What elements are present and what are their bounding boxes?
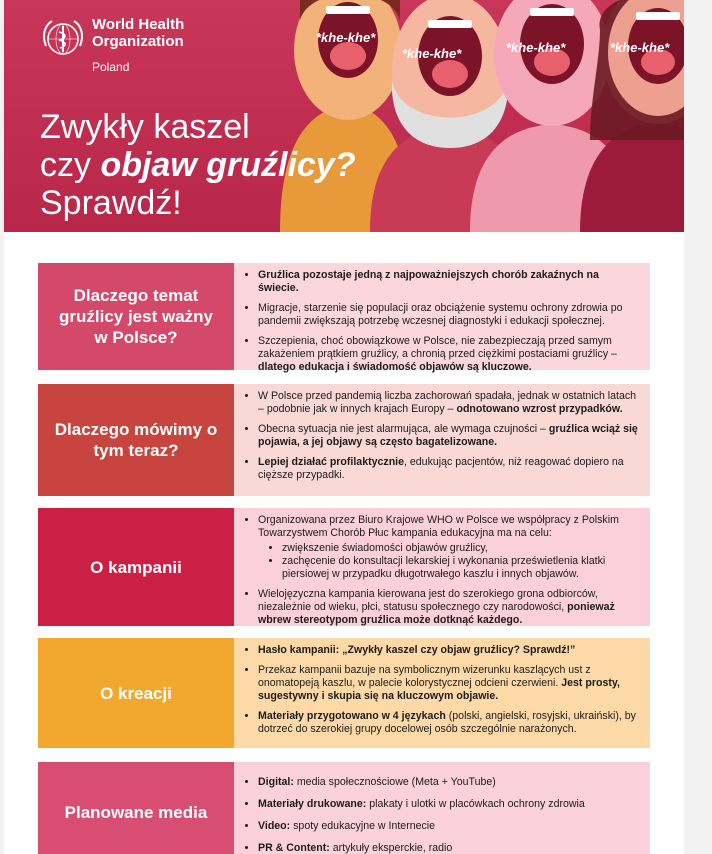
campaign-flyer [4,0,684,854]
cough-text-4: *khe-khe* [610,40,670,55]
title-line1: Zwykły kaszel [40,108,250,146]
hero-banner [4,0,684,232]
section-about-campaign [38,508,650,626]
bullet-item: • Gruźlica pozostaje jedną z najpoważniejszych chorób zakaźnych na świecie. [258,269,640,295]
page-title [40,108,356,222]
bullet-item: • Szczepienia, choć obowiązkowe w Polsce, nie zabezpieczają przed samym zakażeniem prątkiem gruźlicy, a chronią przed ciężkimi postaciami gruźlicy – dlatego edukacja i świadomość objawów są kluczowe. [258,335,640,374]
who-emblem-icon [40,16,86,62]
bullet-item: • Digital: media społecznościowe (Meta + YouTube) [258,776,640,789]
bullet-item: • PR & Content: artykuły eksperckie, radio [258,842,640,854]
cough-text-2: *khe-khe* [402,46,462,61]
section-content [234,508,650,626]
bullet-item: • Organizowana przez Biuro Krajowe WHO w Polsce we współpracy z Polskim Towarzystwem Chorób Płuc kampania edukacyjna ma na celu: • zwiększenie świadomości objawów gruźlicy, • zachęcenie do konsultacji lekarskiej i wykonania prześwietlenia klatki piersiowej w przypadku długotrwałego kaszlu i innych objawów. [258,514,640,581]
bullet-item: • Lepiej działać profilaktycznie, edukując pacjentów, niż reagować dopiero na cięższe przypadki. [258,456,640,482]
section-why-now [38,384,650,496]
section-label: O kreacji [38,638,234,748]
bullet-item: • Obecna sytuacja nie jest alarmująca, ale wymaga czujności – gruźlica wciąż się pojawia, a jej objawy są często bagatelizowane. [258,423,640,449]
title-line3: Sprawdź! [40,184,182,222]
bullet-item: • Video: spoty edukacyjne w Internecie [258,820,640,833]
title-line2-emphasis: objaw gruźlicy? [100,146,356,184]
bullet-item: • Materiały przygotowano w 4 językach (polski, angielski, rosyjski, ukraiński), by dotrzeć do szerokiej grupy docelowej osób szczególnie narażonych. [258,710,640,736]
cough-text-3: *khe-khe* [506,40,566,55]
bullet-item: • W Polsce przed pandemią liczba zachorowań spadała, jednak w ostatnich latach – podobnie jak w innych krajach Europy – odnotowano wzrost przypadków. [258,390,640,416]
sub-bullet-item: • zwiększenie świadomości objawów gruźlicy, [282,542,640,555]
section-label: O kampanii [38,508,234,626]
section-label: Dlaczego temat gruźlicy jest ważny w Polsce? [38,263,234,370]
section-content [234,762,650,854]
section-label: Dlaczego mówimy o tym teraz? [38,384,234,496]
org-name-line1: World Health [92,16,185,33]
bullet-item: • Wielojęzyczna kampania kierowana jest do szerokiego grona odbiorców, niezależnie od wieku, płci, statusu społecznego czy narodowości, ponieważ wbrew stereotypom gruźlica może dotknąć każdego. [258,588,640,627]
section-why-important [38,263,650,373]
section-planned-media [38,762,650,854]
sub-bullet-item: • zachęcenie do konsultacji lekarskiej i wykonania prześwietlenia klatki piersiowej w przypadku długotrwałego kaszlu i innych objawów. [282,555,640,581]
title-line2-prefix: czy [40,146,101,184]
who-logo [40,16,184,74]
section-content [234,638,650,748]
cough-text-1: *khe-khe* [316,30,376,45]
bullet-item: • Hasło kampanii: „Zwykły kaszel czy objaw gruźlicy? Sprawdź!” [258,644,640,657]
section-content [234,263,650,373]
org-country: Poland [92,60,130,74]
section-label: Planowane media [38,762,234,854]
section-about-creative [38,638,650,748]
bullet-item: • Materiały drukowane: plakaty i ulotki w placówkach ochrony zdrowia [258,798,640,811]
bullet-item: • Przekaz kampanii bazuje na symbolicznym wizerunku kaszlących ust z onomatopeją kaszlu, w palecie kolorystycznej odcieni czerwieni. Jest prosty, sugestywny i skupia się na kluczowym objawie. [258,664,640,703]
bullet-item: • Migracje, starzenie się populacji oraz obciążenie systemu ochrony zdrowia po pandemii zwiększają potrzebę wczesnej diagnostyki i edukacji społecznej. [258,302,640,328]
title-line2 [40,146,356,184]
section-content [234,384,650,496]
org-name-line2: Organization [92,33,184,50]
